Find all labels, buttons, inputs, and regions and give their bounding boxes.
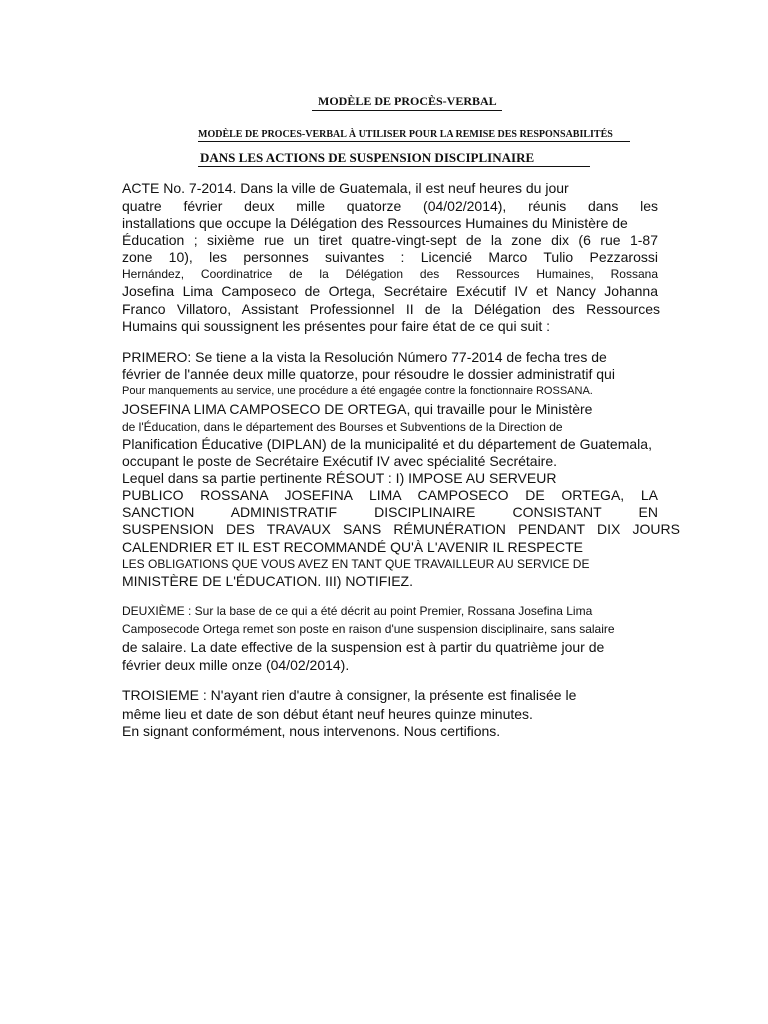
deuxieme-line: de salaire. La date effective de la suspension est à partir du quatrième jour de	[122, 639, 605, 655]
subtitle-2-underline	[198, 166, 590, 167]
acte-line: Humains qui soussignent les présentes pour faire état de ce qui suit :	[122, 318, 551, 334]
primero-line: LES OBLIGATIONS QUE VOUS AVEZ EN TANT QUE TRAVAILLEUR AU SERVICE DE	[122, 557, 590, 571]
troisieme-line: TROISIEME : N'ayant rien d'autre à consigner, la présente est finalisée le	[122, 687, 577, 703]
document-title: MODÈLE DE PROCÈS-VERBAL	[318, 94, 497, 108]
primero-line: février de l'année deux mille quatorze, pour résoudre le dossier administratif qui	[122, 366, 615, 382]
deuxieme-line: DEUXIÈME : Sur la base de ce qui a été décrit au point Premier, Rossana Josefina Lima	[122, 604, 593, 618]
primero-line: de l'Éducation, dans le département des Bourses et Subventions de la Direction de	[122, 420, 563, 434]
primero-line: Pour manquements au service, une procédure a été engagée contre la fonctionnaire ROSSANA.	[122, 385, 593, 397]
primero-line: PUBLICO ROSSANA JOSEFINA LIMA CAMPOSECO DE ORTEGA, LA	[122, 487, 658, 503]
subtitle-underline	[198, 141, 630, 142]
primero-line: Planification Éducative (DIPLAN) de la municipalité et du département de Guatemala,	[122, 436, 652, 452]
deuxieme-line: Camposecode Ortega remet son poste en raison d'une suspension disciplinaire, sans salaire	[122, 622, 615, 636]
acte-line: ACTE No. 7-2014. Dans la ville de Guatemala, il est neuf heures du jour	[122, 180, 569, 196]
primero-line: SUSPENSION DES TRAVAUX SANS RÉMUNÉRATION PENDANT DIX JOURS	[122, 521, 680, 537]
acte-line: Josefina Lima Camposeco de Ortega, Secrétaire Exécutif IV et Nancy Johanna	[122, 283, 658, 299]
acte-line: Éducation ; sixième rue un tiret quatre-vingt-sept de la zone dix (6 rue 1-87	[122, 232, 658, 248]
primero-line: SANCTION ADMINISTRATIF DISCIPLINAIRE CONSISTANT EN	[122, 504, 658, 520]
document-subtitle: MODÈLE DE PROCES-VERBAL À UTILISER POUR LA REMISE DES RESPONSABILITÉS	[198, 129, 613, 140]
acte-line: zone 10), les personnes suivantes : Licencié Marco Tulio Pezzarossi	[122, 249, 658, 265]
deuxieme-line: février deux mille onze (04/02/2014).	[122, 657, 350, 673]
acte-line: Franco Villatoro, Assistant Professionnel II de la Délégation des Ressources	[122, 301, 660, 317]
primero-line: Lequel dans sa partie pertinente RÉSOUT : I) IMPOSE AU SERVEUR	[122, 470, 557, 486]
troisieme-line: En signant conformément, nous intervenons. Nous certifions.	[122, 723, 501, 739]
title-underline	[312, 110, 502, 111]
primero-line: JOSEFINA LIMA CAMPOSECO DE ORTEGA, qui travaille pour le Ministère	[122, 401, 593, 417]
primero-line: PRIMERO: Se tiene a la vista la Resolución Número 77-2014 de fecha tres de	[122, 349, 607, 365]
primero-line: MINISTÈRE DE L'ÉDUCATION. III) NOTIFIEZ.	[122, 573, 413, 589]
troisieme-line: même lieu et date de son début étant neuf heures quinze minutes.	[122, 706, 533, 722]
primero-line: occupant le poste de Secrétaire Exécutif IV avec spécialité Secrétaire.	[122, 453, 558, 469]
acte-line: Hernández, Coordinatrice de la Délégation des Ressources Humaines, Rossana	[122, 267, 658, 281]
document-subtitle-2: DANS LES ACTIONS DE SUSPENSION DISCIPLINAIRE	[200, 150, 535, 165]
acte-line: quatre février deux mille quatorze (04/02/2014), réunis dans les	[122, 198, 658, 214]
acte-line: installations que occupe la Délégation des Ressources Humaines du Ministère de	[122, 215, 628, 231]
primero-line: CALENDRIER ET IL EST RECOMMANDÉ QU'À L'AVENIR IL RESPECTE	[122, 539, 583, 555]
